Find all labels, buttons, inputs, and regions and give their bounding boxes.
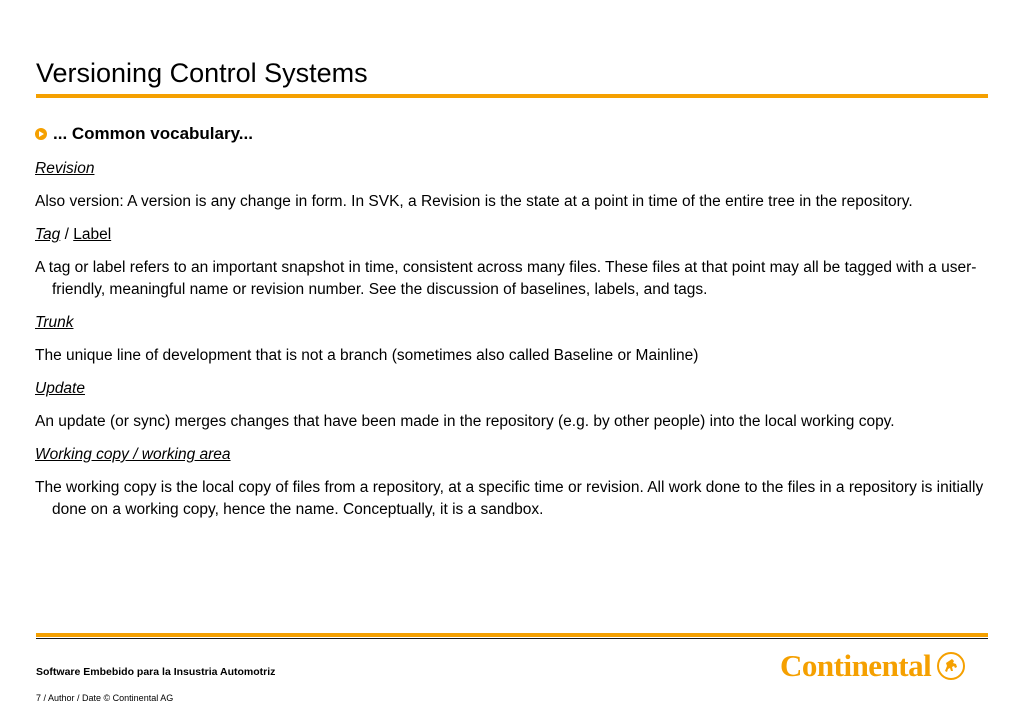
- slide-title: Versioning Control Systems: [36, 58, 368, 88]
- title-divider: [36, 94, 988, 98]
- definition-update: An update (or sync) merges changes that have been made in the repository (e.g. by other people) into the local working copy.: [35, 413, 895, 430]
- bullet-heading: [35, 123, 253, 145]
- term-label: Revision: [35, 160, 95, 177]
- definition-tag-label: A tag or label refers to an important snapshot in time, consistent across many files. These files at that point may all be tagged with a user-friendly, meaningful name or revision number. See the discussion of baselines, labels, and tags.: [35, 259, 977, 298]
- footer-course-title: Software Embebido para la Insustria Automotriz: [36, 666, 276, 678]
- footer-divider-thin: [36, 638, 988, 639]
- term-tag-label: [35, 224, 987, 246]
- footer-page-meta: 7 / Author / Date © Continental AG: [36, 693, 174, 703]
- definition-trunk: The unique line of development that is not a branch (sometimes also called Baseline or Mainline): [35, 347, 699, 364]
- definition-revision: Also version: A version is any change in form. In SVK, a Revision is the state at a point in time of the entire tree in the repository.: [35, 193, 913, 210]
- vocabulary-list: [35, 158, 987, 532]
- footer-divider: [36, 633, 988, 637]
- term-revision: [35, 158, 987, 180]
- definition-working-copy: The working copy is the local copy of files from a repository, at a specific time or revision. All work done to the files in a repository is initially done on a working copy, hence the name. Conceptually, it is a sandbox.: [35, 479, 984, 518]
- term-separator: /: [60, 226, 74, 243]
- bullet-heading-text: ... Common vocabulary...: [53, 124, 253, 143]
- term-label: Update: [35, 380, 85, 397]
- term-working-copy: [35, 444, 987, 466]
- term-label-secondary: Label: [73, 226, 112, 243]
- term-update: [35, 378, 987, 400]
- continental-logo: [780, 646, 965, 686]
- horse-emblem-icon: [937, 652, 965, 680]
- bullet-arrow-icon: [35, 128, 47, 140]
- term-label: Trunk: [35, 314, 74, 331]
- term-label: Tag: [35, 226, 61, 243]
- term-label: Working copy / working area: [35, 446, 231, 463]
- logo-wordmark: Continental: [780, 648, 932, 683]
- term-trunk: [35, 312, 987, 334]
